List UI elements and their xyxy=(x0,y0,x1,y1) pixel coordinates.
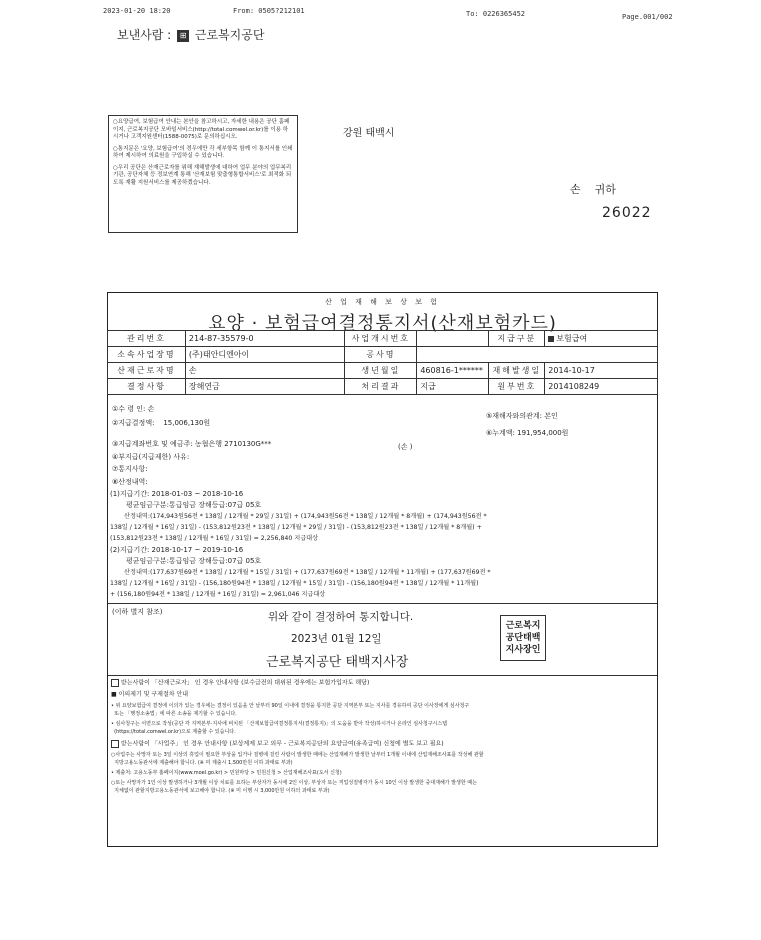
checkbox-icon xyxy=(111,740,119,748)
decision-label: 결정사항 xyxy=(108,379,186,395)
divider xyxy=(108,675,657,676)
checked-box-icon xyxy=(548,336,554,342)
seal-text: 근로복지 xyxy=(505,621,541,631)
notice-box xyxy=(108,115,298,233)
fine-text: • 위 요양보험급여 결정에 이의가 있는 경우에는 결정이 있음을 안 날부터 90일 이내에 결정을 통지한 공단 지역본부 또는 지사를 경유하여 공단 이사장에게 심사청구 xyxy=(111,703,470,709)
biz-no-value xyxy=(417,331,489,347)
recipient-zip: 26022 xyxy=(602,205,652,221)
worker-label: 산재근로자명 xyxy=(108,363,186,379)
biz-no-label: 사업개시번호 xyxy=(345,331,417,347)
recipient-address: 강원 태백시 xyxy=(343,128,395,139)
result-value: 지급 xyxy=(417,379,489,395)
file-no-value: 2014108249 xyxy=(545,379,658,395)
site-label: 공사명 xyxy=(345,347,417,363)
divider xyxy=(108,603,657,604)
declaration-issuer: 근로복지공단 태백지사장 xyxy=(266,655,409,670)
birth-label: 생년월일 xyxy=(345,363,417,379)
fine-text: 또는 「행정소송법」에 따른 소송을 제기할 수 있습니다. xyxy=(111,711,237,717)
notice-items-line: ⑦통지사항: xyxy=(112,465,148,473)
table-row xyxy=(108,347,658,363)
seal-text: 지사장인 xyxy=(505,645,541,655)
file-no-label: 원부번호 xyxy=(489,379,545,395)
calc-line: 산정내역:(174,943원56전 * 138일 / 12개월 * 29일 / 31일) + (174,943원56전 * 138일 / 12개월 * 8개월) + (174,943원56전 * xyxy=(124,513,487,520)
declaration-date: 2023년 01월 12일 xyxy=(291,633,382,645)
sender-label: 보낸사람 : xyxy=(117,28,172,42)
fine-text: ○사업주는 사망자 또는 3일 이상의 휴업이 필요한 부상을 입거나 질병에 걸린 사람이 발생한 때에는 산업재해가 발생한 날부터 1개월 이내에 산업재해조사표를 작성해 관할 xyxy=(111,752,484,758)
calc-line: 138일 / 12개월 * 16일 / 31일) - (156,180원94전 * 138일 / 12개월 * 15일 / 31일) - (156,180원94전 * 138일 / 12개월 * 11개월) xyxy=(110,580,479,587)
notice-paragraph: ○요양급여, 보험급여 안내는 본안을 참고하시고, 자세한 내용은 공단 홈페이지, 근로복지공단 모바일서비스(http://total.comwel.or.kr)를 이용 하시거나 고객지원센터(1588-0075)로 문의하십시오. xyxy=(113,119,290,140)
sender-org: 근로복지공단 xyxy=(194,28,265,42)
see-attachment-note: (이하 별지 참조) xyxy=(112,608,163,616)
period-line: (1)지급기간: 2018-01-03 ~ 2018-10-16 xyxy=(110,490,244,498)
fax-page: Page.001/002 xyxy=(622,13,673,21)
fine-heading: ■ 이의제기 및 구제절차 안내 xyxy=(111,691,189,698)
pay-type-cell xyxy=(545,331,658,347)
fine-text: ○또는 사망자가 1인 이상 발생하거나 3개월 이상 치료를 요하는 부상자가 동시에 2인 이상, 부상자 또는 직업성질병자가 동시 10인 이상 발생한 중대재해가 발생한 때는 xyxy=(111,780,477,786)
calc-line: 산정내역:(177,637원69전 * 138일 / 12개월 * 15일 / 31일) + (177,637원69전 * 138일 / 12개월 * 11개월) + (177,637원69전 * xyxy=(124,569,491,576)
fine-text: • 제출처: 고용노동부 홈페이지(www.moel.go.kr) > 민원마당 > 민원신청 > 산업재해조사표(도서 신청) xyxy=(111,770,342,776)
injury-date-label: 재해발생일 xyxy=(489,363,545,379)
wage-grade-line: 평균임금구분:통급임금 장해등급:07급 05호 xyxy=(126,501,262,509)
cumulative-line: ⑥누계액: 191,954,000원 xyxy=(486,429,569,437)
comwel-logo-icon: ⊞ xyxy=(177,30,189,42)
relation-line: ⑤재해자와의관계: 본인 xyxy=(486,412,558,420)
calc-line: + (156,180원94전 * 138일 / 12개월 * 16일 / 31일) = 2,961,046 지급대상 xyxy=(110,591,326,598)
mgmt-no-label: 관리번호 xyxy=(108,331,186,347)
workplace-label: 소속사업장명 xyxy=(108,347,186,363)
decision-value: 장해연금 xyxy=(185,379,344,395)
period-line: (2)지급기간: 2018-10-17 ~ 2019-10-16 xyxy=(110,546,244,554)
site-value xyxy=(417,347,658,363)
pay-type-label: 지급구분 xyxy=(489,331,545,347)
workplace-value: (주)태안디엔아이 xyxy=(185,347,344,363)
fax-from: From: 0505?212101 xyxy=(233,7,305,15)
table-row xyxy=(108,331,658,347)
fax-datetime: 2023-01-20 18:20 xyxy=(103,7,171,15)
sender-line xyxy=(117,26,264,43)
seal-text: 공단태백 xyxy=(505,633,541,643)
account-holder: (손 ) xyxy=(398,443,413,451)
calc-line: (153,812원23전 * 138일 / 12개월 * 16일 / 31일) = 2,256,840 지급대상 xyxy=(110,535,319,542)
recipient-line: ①수 령 인: 손 xyxy=(112,405,155,413)
fine-text: 지체없이 관할지방고용노동관서에 보고해야 합니다. (※ 미 이행 시 3,000만원 이하의 과태료 부과) xyxy=(111,788,330,794)
table-row xyxy=(108,363,658,379)
fine-heading: 받는사람이 「산재근로자」 인 경우 안내사항 (보수급전의 대위된 경우에는 보험가입자도 해당) xyxy=(111,679,369,688)
fine-heading: 받는사람이 「사업주」 인 경우 안내사항 (보상계제 보고 의무 - 근로복지공단의 요양급여(유족급여) 신청에 별도 보고 필요) xyxy=(111,740,444,749)
fax-to: To: 0226365452 xyxy=(466,10,526,18)
fine-text: • 심사청구는 서면으로 작성(공단 각 지역본부·지사에 비치된 「산재보험급여결정통지서(결정통지)」의 도움을 받아 작성)하시거나 온라인 심사청구시스템 xyxy=(111,721,448,727)
notice-paragraph: ○우리 공단은 산재근로자를 위해 재해발생에 대하여 업무 분야의 업무복리기관, 공단자체 등 정보연계 통해 '산재보험 맞춤형통합서비스'로 최적화 되도록 재활 지원서비스를 제공하겠습니다. xyxy=(113,164,292,186)
injury-date-value: 2014-10-17 xyxy=(545,363,658,379)
calc-detail-line: ⑧산정내역: xyxy=(112,478,148,486)
mgmt-no-value: 214-87-35579-0 xyxy=(185,331,344,347)
calc-line: 138일 / 12개월 * 16일 / 31일) - (153,812원23전 * 138일 / 12개월 * 29일 / 31일) - (153,812원23전 * 138일 / 12개월 * 8개월) + xyxy=(110,524,482,531)
checkbox-icon xyxy=(111,679,119,687)
info-table xyxy=(107,330,658,395)
official-seal xyxy=(500,615,546,661)
result-label: 처리결과 xyxy=(345,379,417,395)
recipient-name: 손 귀하 xyxy=(570,183,616,196)
fine-text: (https://total.comwel.or.kr)으로 제출할 수 있습니다. xyxy=(111,729,236,735)
declaration-line: 위와 같이 결정하여 통지합니다. xyxy=(268,611,414,623)
form-title: 요양 · 보험급여결정통지서(산재보험카드) xyxy=(208,313,557,334)
account-line: ③지급계좌번호 및 예금주: 농협은행 2710130G*** xyxy=(112,440,272,448)
notice-paragraph: ○통지문은 '요양, 보험급여'의 경우에만 각 세부항목 함께 이 통지서를 인쇄하여 제시하여 의료원을 구입하실 수 있습니다. xyxy=(113,145,293,159)
nonpay-reason-line: ④부지급(지급제한) 사유: xyxy=(112,453,190,461)
decision-notice-form xyxy=(107,292,658,847)
pay-type-value: 보험급여 xyxy=(556,334,588,343)
worker-value: 손 xyxy=(185,363,344,379)
amount-line: ②지급결정액: 15,006,130원 xyxy=(112,419,211,427)
birth-value: 460816-1****** xyxy=(417,363,489,379)
fine-text: 지방고용노동관서에 제출해야 합니다. (※ 미 제출시 1,500만원 이하 과태료 부과) xyxy=(111,760,293,766)
wage-grade-line: 평균임금구분:통급임금 장해등급:07급 05호 xyxy=(126,557,262,565)
form-header-small: 산 업 재 해 보 상 보 험 xyxy=(325,298,440,306)
table-row xyxy=(108,379,658,395)
